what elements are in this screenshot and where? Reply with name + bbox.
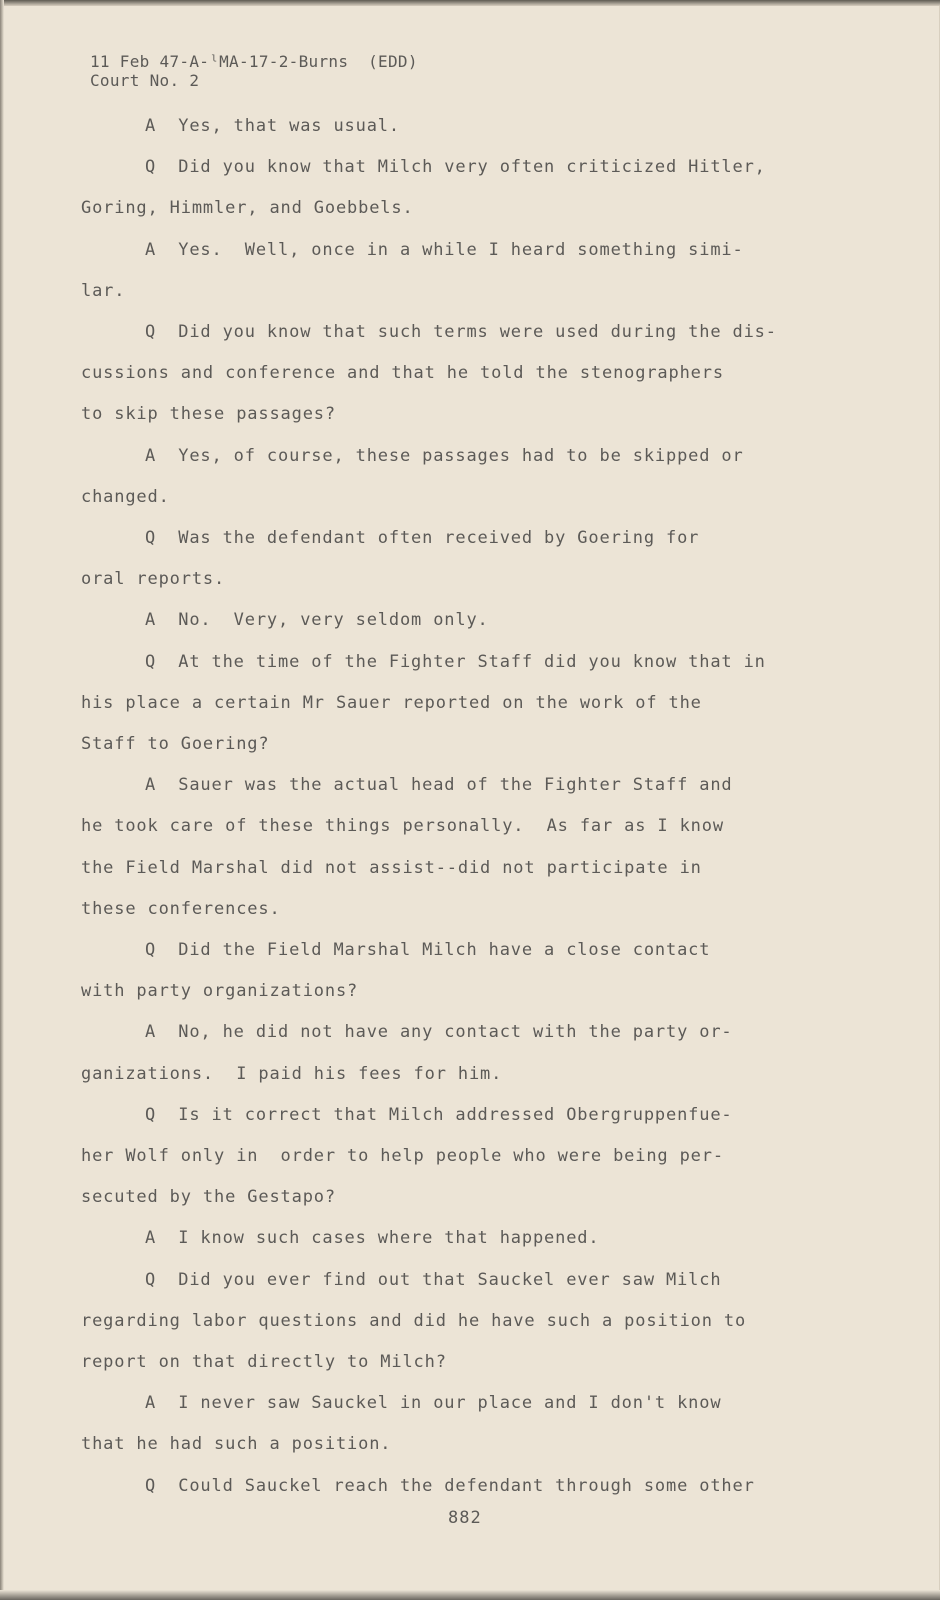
transcript-line: Q At the time of the Fighter Staff did you know that in (145, 652, 766, 672)
transcript-line: Q Could Sauckel reach the defendant through some other (145, 1476, 755, 1496)
page-left-edge (0, 0, 4, 1600)
transcript-line: Goring, Himmler, and Goebbels. (81, 198, 414, 218)
transcript-line: A I know such cases where that happened. (145, 1228, 600, 1248)
transcript-line: his place a certain Mr Sauer reported on the work of the (81, 693, 702, 713)
transcript-line: her Wolf only in order to help people who were being per- (81, 1146, 724, 1166)
document-header (90, 52, 418, 90)
page-number: 882 (448, 1508, 482, 1528)
transcript-line: A No, he did not have any contact with the party or- (145, 1022, 733, 1042)
transcript-line: A Yes, that was usual. (145, 116, 400, 136)
transcript-line: oral reports. (81, 569, 226, 589)
transcript-line: ganizations. I paid his fees for him. (81, 1064, 503, 1084)
transcript-line: Q Is it correct that Milch addressed Obergruppenfue- (145, 1105, 733, 1125)
transcript-line: Q Did you know that such terms were used during the dis- (145, 322, 777, 342)
transcript-line: A Sauer was the actual head of the Fighter Staff and (145, 775, 733, 795)
transcript-line: these conferences. (81, 899, 281, 919)
page-top-edge (0, 0, 940, 6)
transcript-line: to skip these passages? (81, 404, 336, 424)
transcript-line: regarding labor questions and did he have such a position to (81, 1311, 747, 1331)
transcript-line: that he had such a position. (81, 1434, 392, 1454)
transcript-line: A Yes, of course, these passages had to be skipped or (145, 446, 744, 466)
transcript-line: Q Did you know that Milch very often criticized Hitler, (145, 157, 766, 177)
transcript-line: the Field Marshal did not assist--did not participate in (81, 858, 702, 878)
transcript-line: report on that directly to Milch? (81, 1352, 447, 1372)
transcript-line: he took care of these things personally. As far as I know (81, 816, 724, 836)
transcript-line: secuted by the Gestapo? (81, 1187, 336, 1207)
header-line-2: Court No. 2 (90, 71, 200, 90)
transcript-line: Staff to Goering? (81, 734, 270, 754)
transcript-line: Q Did the Field Marshal Milch have a close contact (145, 940, 711, 960)
transcript-line: lar. (81, 281, 126, 301)
header-line-1: 11 Feb 47-A-ˡMA-17-2-Burns (EDD) (90, 52, 418, 71)
transcript-line: Q Was the defendant often received by Goering for (145, 528, 700, 548)
page-bottom-edge (0, 1590, 940, 1600)
transcript-line: A Yes. Well, once in a while I heard something simi- (145, 240, 744, 260)
transcript-line: cussions and conference and that he told the stenographers (81, 363, 724, 383)
transcript-line: with party organizations? (81, 981, 359, 1001)
transcript-line: Q Did you ever find out that Sauckel ever saw Milch (145, 1270, 722, 1290)
transcript-line: changed. (81, 487, 170, 507)
transcript-line: A I never saw Sauckel in our place and I don't know (145, 1393, 722, 1413)
transcript-line: A No. Very, very seldom only. (145, 610, 489, 630)
